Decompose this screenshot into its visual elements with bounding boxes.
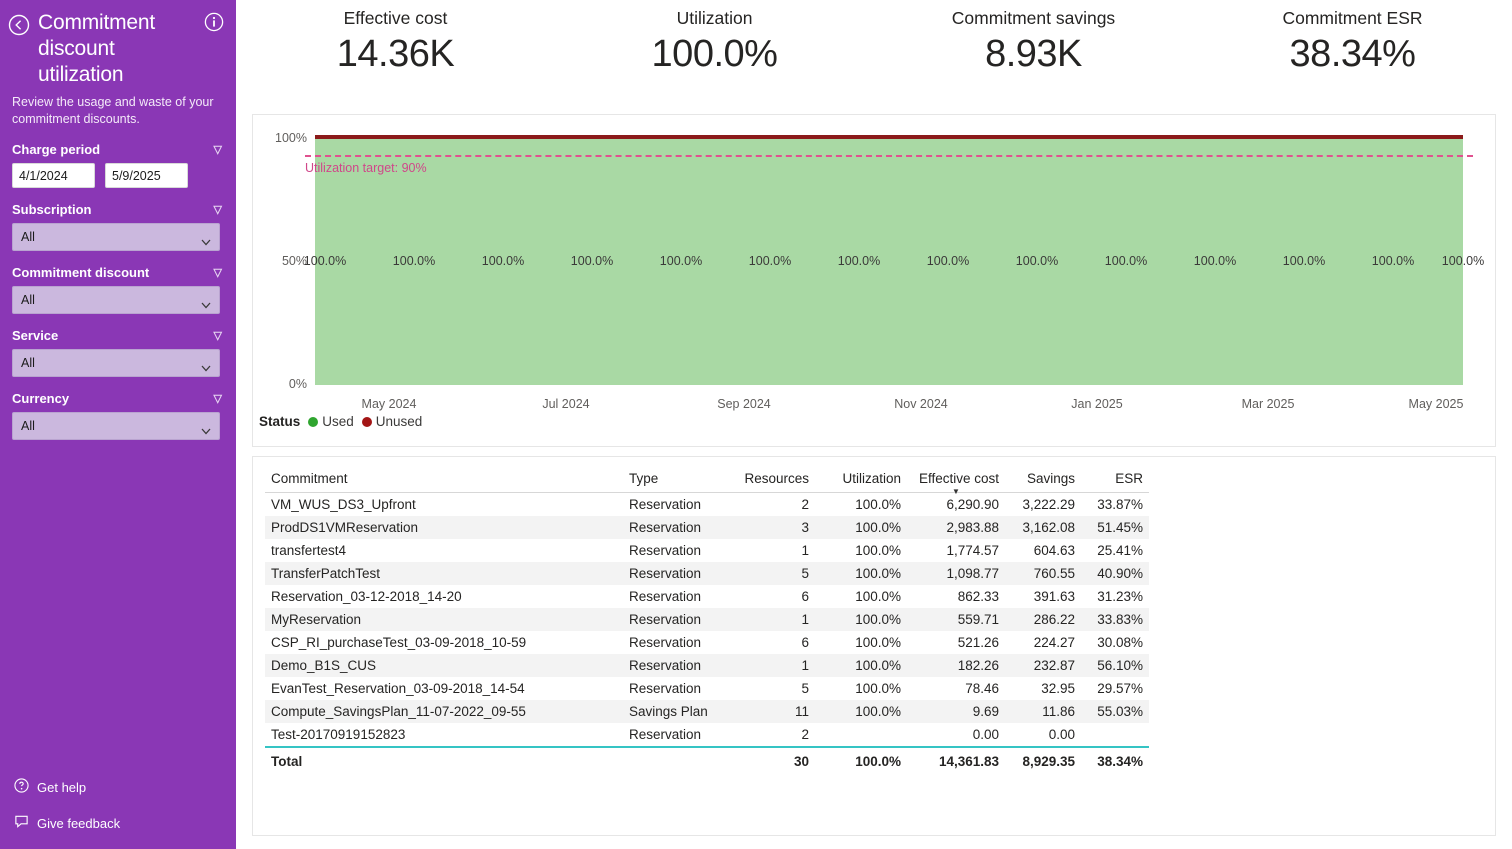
legend-label-unused: Unused (375, 414, 423, 429)
commitment-discount-select[interactable] (12, 286, 220, 314)
end-date-input[interactable]: 5/9/2025 (105, 163, 188, 188)
table-row[interactable] (265, 700, 1149, 723)
cell-esr: 30.08% (1097, 635, 1143, 650)
cell-commitment: MyReservation (265, 608, 623, 631)
x-axis-tick: May 2025 (1408, 397, 1464, 411)
data-label: 100.0% (1104, 254, 1148, 268)
column-header-effective-cost[interactable] (907, 467, 1005, 496)
cell-resources: 11 (729, 700, 815, 723)
chevron-down-icon (200, 420, 212, 432)
data-label: 100.0% (303, 254, 347, 268)
data-label: 100.0% (392, 254, 436, 268)
give-feedback-link[interactable] (0, 805, 236, 841)
legend-swatch-unused (362, 417, 372, 427)
cell-resources: 3 (729, 516, 815, 539)
cell-effective-cost: 9.69 (907, 700, 1005, 723)
filter-label-charge-period (12, 142, 224, 157)
cell-resources: 1 (801, 543, 809, 558)
cell-esr (1081, 723, 1149, 747)
table-row[interactable] (265, 585, 1149, 608)
data-label: 100.0% (1441, 254, 1485, 268)
cell-savings: 3,222.29 (1022, 497, 1075, 512)
filter-currency (0, 391, 236, 440)
legend-item-used[interactable] (308, 414, 354, 429)
cell-savings: 391.63 (1033, 589, 1075, 604)
cell-total-label: Total (265, 747, 623, 773)
x-axis-tick: Jan 2025 (1071, 397, 1123, 411)
cell-type: Reservation (623, 608, 729, 631)
legend-swatch-used (308, 417, 318, 427)
y-axis-tick-100: 100% (275, 131, 307, 145)
kpi-value: 100.0% (651, 33, 778, 75)
cell-resources: 6 (801, 635, 809, 650)
cell-utilization: 100.0% (815, 562, 907, 585)
data-label: 100.0% (1193, 254, 1237, 268)
cell-effective-cost: 78.46 (965, 681, 999, 696)
legend-label-used: Used (322, 414, 354, 429)
service-select-value: All (21, 356, 35, 370)
column-header-savings[interactable]: Savings (1005, 467, 1081, 493)
feedback-icon (14, 814, 29, 832)
sort-descending-icon: ▼ (952, 487, 960, 496)
cell-esr: 55.03% (1081, 700, 1149, 723)
table-row[interactable] (265, 677, 1149, 700)
x-axis-tick: Jul 2024 (542, 397, 590, 411)
cell-utilization: 100.0% (855, 543, 901, 558)
cell-commitment: VM_WUS_DS3_Upfront (271, 497, 416, 512)
kpi-effective-cost[interactable] (236, 0, 555, 112)
column-header-type[interactable]: Type (623, 467, 729, 493)
filter-label-text: Service (12, 328, 59, 343)
info-icon[interactable] (204, 12, 224, 32)
table-body (265, 493, 1149, 774)
cell-type: Reservation (629, 497, 702, 512)
cell-commitment: Test-20170919152823 (271, 727, 406, 742)
table-row[interactable] (265, 562, 1149, 585)
cell-total-effective-cost: 14,361.83 (907, 747, 1005, 773)
collapse-icon[interactable]: ▽ (213, 393, 222, 405)
kpi-label: Commitment ESR (1282, 8, 1423, 28)
cell-utilization: 100.0% (855, 635, 901, 650)
chart-legend (259, 414, 422, 429)
chevron-down-icon (200, 294, 212, 306)
collapse-icon[interactable]: ▽ (213, 204, 222, 216)
filter-label-subscription (12, 202, 224, 217)
cell-utilization: 100.0% (855, 497, 901, 512)
commitment-discount-select-value: All (21, 293, 35, 307)
filter-label-text: Currency (12, 391, 70, 406)
data-label: 100.0% (748, 254, 792, 268)
service-select[interactable] (12, 349, 220, 377)
cell-total-utilization: 100.0% (815, 747, 907, 773)
cell-effective-cost: 182.26 (907, 654, 1005, 677)
cell-commitment: Reservation_03-12-2018_14-20 (271, 589, 462, 604)
x-axis-tick: Nov 2024 (894, 397, 948, 411)
kpi-label: Effective cost (343, 8, 448, 28)
table-row[interactable] (265, 654, 1149, 677)
subscription-select[interactable] (12, 223, 220, 251)
table-row[interactable] (265, 723, 1149, 747)
cell-commitment: CSP_RI_purchaseTest_03-09-2018_10-59 (271, 635, 527, 650)
cell-type: Reservation (629, 635, 702, 650)
cell-savings: 760.55 (1005, 562, 1081, 585)
table-row[interactable] (265, 539, 1149, 562)
page-description: Review the usage and waste of your commitment discounts. (12, 95, 214, 126)
question-circle-icon (14, 778, 29, 796)
cell-total-resources: 30 (729, 747, 815, 773)
cell-utilization: 100.0% (815, 700, 907, 723)
cell-commitment: ProdDS1VMReservation (265, 516, 623, 539)
cell-resources: 6 (801, 589, 809, 604)
kpi-value: 38.34% (1289, 33, 1416, 75)
cell-savings: 224.27 (1033, 635, 1075, 650)
cell-commitment: Compute_SavingsPlan_11-07-2022_09-55 (265, 700, 623, 723)
back-arrow-icon[interactable] (8, 14, 30, 36)
utilization-area-chart[interactable] (252, 114, 1496, 447)
commitments-grid (265, 467, 1149, 773)
cell-utilization: 100.0% (815, 654, 907, 677)
start-date-input[interactable]: 4/1/2024 (12, 163, 95, 188)
column-header-commitment[interactable]: Commitment (265, 467, 623, 493)
utilization-target-label: Utilization target: 90% (305, 161, 427, 175)
legend-item-unused[interactable] (362, 414, 423, 429)
cell-savings: 11.86 (1005, 700, 1081, 723)
filter-label-text: Charge period (12, 142, 101, 157)
cell-savings: 0.00 (1048, 727, 1075, 742)
cell-savings: 232.87 (1005, 654, 1081, 677)
x-axis-tick: Sep 2024 (717, 397, 771, 411)
cell-type: Reservation (629, 543, 702, 558)
filter-subscription (0, 202, 236, 251)
cell-esr: 51.45% (1081, 516, 1149, 539)
cell-commitment: transfertest4 (271, 543, 347, 558)
table-row[interactable] (265, 631, 1149, 654)
cell-esr: 33.87% (1097, 497, 1143, 512)
column-header-resources[interactable]: Resources (729, 467, 815, 493)
kpi-utilization[interactable] (555, 0, 874, 112)
cell-esr: 31.23% (1097, 589, 1143, 604)
give-feedback-label: Give feedback (37, 815, 121, 831)
data-label: 100.0% (1015, 254, 1059, 268)
cell-type: Savings Plan (623, 700, 729, 723)
cell-savings: 604.63 (1033, 543, 1075, 558)
kpi-commitment-savings[interactable] (874, 0, 1193, 112)
y-axis-tick-0: 0% (288, 377, 307, 391)
cell-esr: 40.90% (1081, 562, 1149, 585)
kpi-label: Utilization (676, 8, 753, 28)
cell-type: Reservation (623, 654, 729, 677)
filter-service (0, 328, 236, 377)
cell-utilization: 100.0% (815, 516, 907, 539)
cell-effective-cost: 862.33 (957, 589, 999, 604)
data-label: 100.0% (837, 254, 881, 268)
cell-esr: 25.41% (1097, 543, 1143, 558)
kpi-commitment-esr[interactable] (1193, 0, 1512, 112)
column-header-utilization[interactable]: Utilization (815, 467, 907, 493)
get-help-link[interactable] (0, 769, 236, 805)
chevron-down-icon (200, 231, 212, 243)
data-label: 100.0% (1282, 254, 1326, 268)
cell-savings: 286.22 (1005, 608, 1081, 631)
date-range-row (12, 163, 224, 188)
kpi-value: 14.36K (336, 33, 455, 75)
x-axis-tick: Mar 2025 (1241, 397, 1295, 411)
cell-resources: 1 (729, 608, 815, 631)
kpi-value: 8.93K (985, 33, 1082, 75)
filter-charge-period (0, 142, 236, 188)
filter-label-text: Subscription (12, 202, 92, 217)
cell-type: Reservation (623, 562, 729, 585)
legend-title: Status (259, 414, 301, 429)
cell-esr: 29.57% (1097, 681, 1143, 696)
collapse-icon[interactable]: ▽ (213, 144, 222, 156)
cell-resources: 5 (729, 562, 815, 585)
cell-effective-cost: 1,774.57 (946, 543, 999, 558)
cell-resources: 1 (729, 654, 815, 677)
cell-effective-cost: 2,983.88 (907, 516, 1005, 539)
table-row[interactable] (265, 493, 1149, 517)
chevron-down-icon (200, 357, 212, 369)
currency-select-value: All (21, 419, 35, 433)
cell-effective-cost: 6,290.90 (946, 497, 999, 512)
cell-utilization (815, 723, 907, 747)
cell-commitment: EvanTest_Reservation_03-09-2018_14-54 (271, 681, 525, 696)
collapse-icon[interactable]: ▽ (213, 330, 222, 342)
cell-utilization: 100.0% (815, 608, 907, 631)
get-help-label: Get help (37, 779, 87, 795)
y-axis-tick-50: 50% (281, 254, 307, 268)
filter-label-commitment-discount (12, 265, 224, 280)
cell-type: Reservation (623, 516, 729, 539)
utilization-target-line (305, 155, 1473, 157)
filter-commitment-discount (0, 265, 236, 314)
cell-utilization: 100.0% (855, 681, 901, 696)
cell-type: Reservation (629, 727, 702, 742)
data-label: 100.0% (926, 254, 970, 268)
filter-label-service (12, 328, 224, 343)
cell-commitment: Demo_B1S_CUS (265, 654, 623, 677)
data-label: 100.0% (570, 254, 614, 268)
x-axis-tick: May 2024 (361, 397, 417, 411)
collapse-icon[interactable]: ▽ (213, 267, 222, 279)
table-header (265, 467, 1149, 496)
table-row[interactable] (265, 516, 1149, 539)
commitments-table[interactable] (252, 456, 1496, 836)
page-title: Commitment discount utilization (38, 11, 156, 86)
kpi-row (236, 0, 1512, 112)
cell-type: Reservation (629, 589, 702, 604)
filter-label-text: Commitment discount (12, 265, 150, 280)
cell-total-esr: 38.34% (1081, 747, 1149, 773)
cell-resources: 5 (801, 681, 809, 696)
cell-utilization: 100.0% (855, 589, 901, 604)
cell-effective-cost: 1,098.77 (907, 562, 1005, 585)
sidebar-footer (0, 769, 236, 849)
filters-sidebar (0, 0, 236, 849)
cell-resources: 2 (801, 727, 809, 742)
cell-type: Reservation (629, 681, 702, 696)
subscription-select-value: All (21, 230, 35, 244)
table-row[interactable] (265, 608, 1149, 631)
cell-resources: 2 (801, 497, 809, 512)
cell-commitment: TransferPatchTest (265, 562, 623, 585)
filter-label-currency (12, 391, 224, 406)
cell-esr: 56.10% (1081, 654, 1149, 677)
report-canvas (236, 0, 1512, 849)
cell-effective-cost: 521.26 (957, 635, 999, 650)
cell-effective-cost: 559.71 (907, 608, 1005, 631)
cell-total-type (623, 747, 729, 773)
cell-savings: 32.95 (1041, 681, 1075, 696)
data-label: 100.0% (481, 254, 525, 268)
data-label: 100.0% (1371, 254, 1415, 268)
cell-effective-cost: 0.00 (972, 727, 999, 742)
table-header-row (265, 467, 1149, 493)
currency-select[interactable] (12, 412, 220, 440)
cell-savings: 3,162.08 (1005, 516, 1081, 539)
column-header-effective-cost-label: Effective cost (918, 471, 999, 486)
data-label: 100.0% (659, 254, 703, 268)
kpi-label: Commitment savings (951, 8, 1116, 28)
column-header-esr[interactable]: ESR (1081, 467, 1149, 493)
cell-total-savings: 8,929.35 (1005, 747, 1081, 773)
sidebar-header (0, 0, 236, 128)
table-total-row (265, 747, 1149, 773)
cell-esr: 33.83% (1081, 608, 1149, 631)
